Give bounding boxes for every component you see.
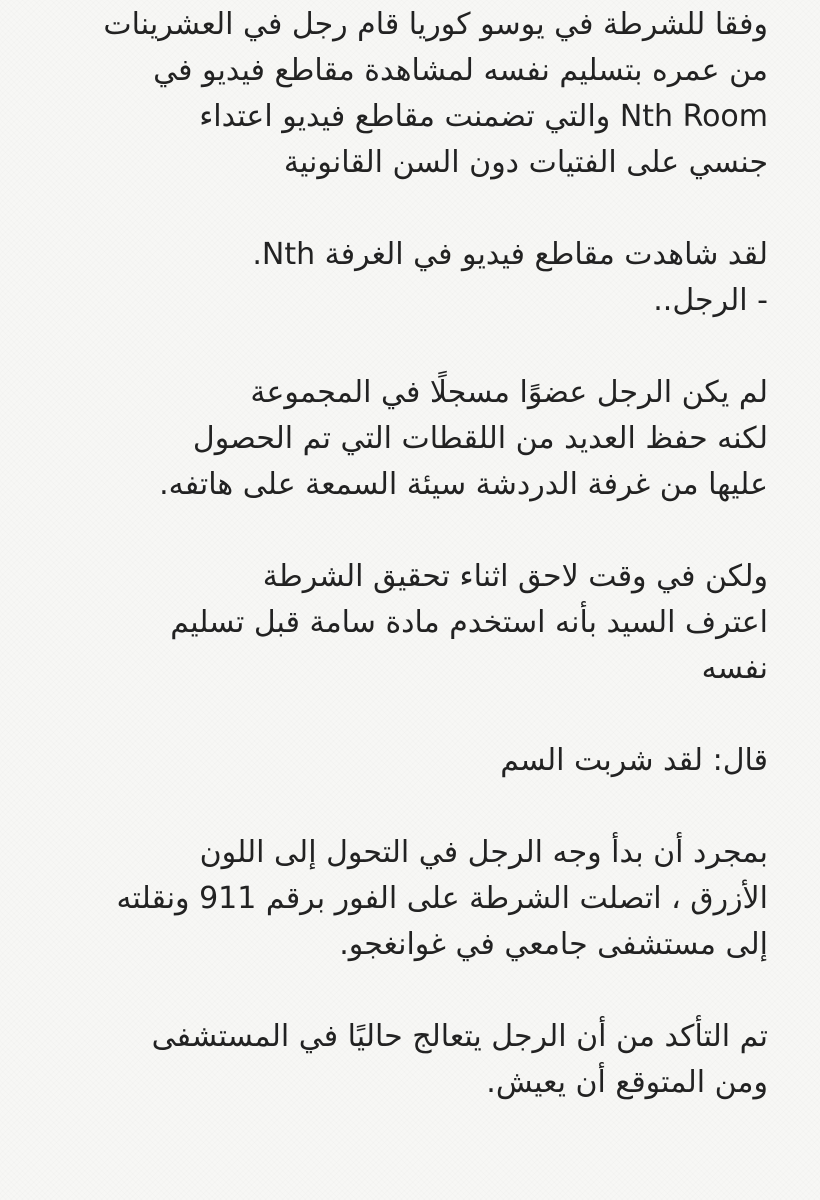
paragraph (36, 2, 768, 186)
paragraph-gap (36, 324, 768, 370)
text-line: لكنه حفظ العديد من اللقطات التي تم الحصول (192, 421, 768, 456)
text-line: عليها من غرفة الدردشة سيئة السمعة على هاتفه. (159, 467, 768, 502)
text-line: Nth Room والتي تضمنت مقاطع فيديو اعتداء (199, 99, 768, 134)
text-line: من عمره بتسليم نفسه لمشاهدة مقاطع فيديو في (153, 53, 768, 88)
paragraph-gap (36, 968, 768, 1014)
text-line: لم يكن الرجل عضوًا مسجلًا في المجموعة (250, 375, 768, 410)
text-line: ومن المتوقع أن يعيش. (486, 1065, 768, 1100)
text-line: جنسي على الفتيات دون السن القانونية (283, 145, 768, 180)
paragraph-gap (36, 186, 768, 232)
text-line: لقد شاهدت مقاطع فيديو في الغرفة Nth. (252, 237, 768, 272)
text-line: الأزرق ، اتصلت الشرطة على الفور برقم 911 ونقلته (116, 881, 768, 916)
text-line: بمجرد أن بدأ وجه الرجل في التحول إلى اللون (199, 835, 768, 870)
paragraph-gap (36, 784, 768, 830)
paragraph (36, 1014, 768, 1106)
text-line: قال: لقد شربت السم (500, 743, 768, 778)
text-line: نفسه (701, 651, 768, 686)
paragraph-gap (36, 508, 768, 554)
paragraph (36, 232, 768, 324)
text-line: إلى مستشفى جامعي في غوانغجو. (339, 927, 768, 962)
text-line: وفقا للشرطة في يوسو كوريا قام رجل في العشرينات (103, 7, 768, 42)
text-line: - الرجل.. (653, 283, 768, 318)
text-line: اعترف السيد بأنه استخدم مادة سامة قبل تسليم (170, 605, 768, 640)
paragraph-gap (36, 692, 768, 738)
paragraph (36, 830, 768, 968)
text-line: تم التأكد من أن الرجل يتعالج حاليًا في المستشفى (151, 1019, 768, 1054)
text-line: ولكن في وقت لاحق اثناء تحقيق الشرطة (262, 559, 768, 594)
paragraph (36, 370, 768, 508)
paragraph (36, 738, 768, 784)
paragraph (36, 554, 768, 692)
